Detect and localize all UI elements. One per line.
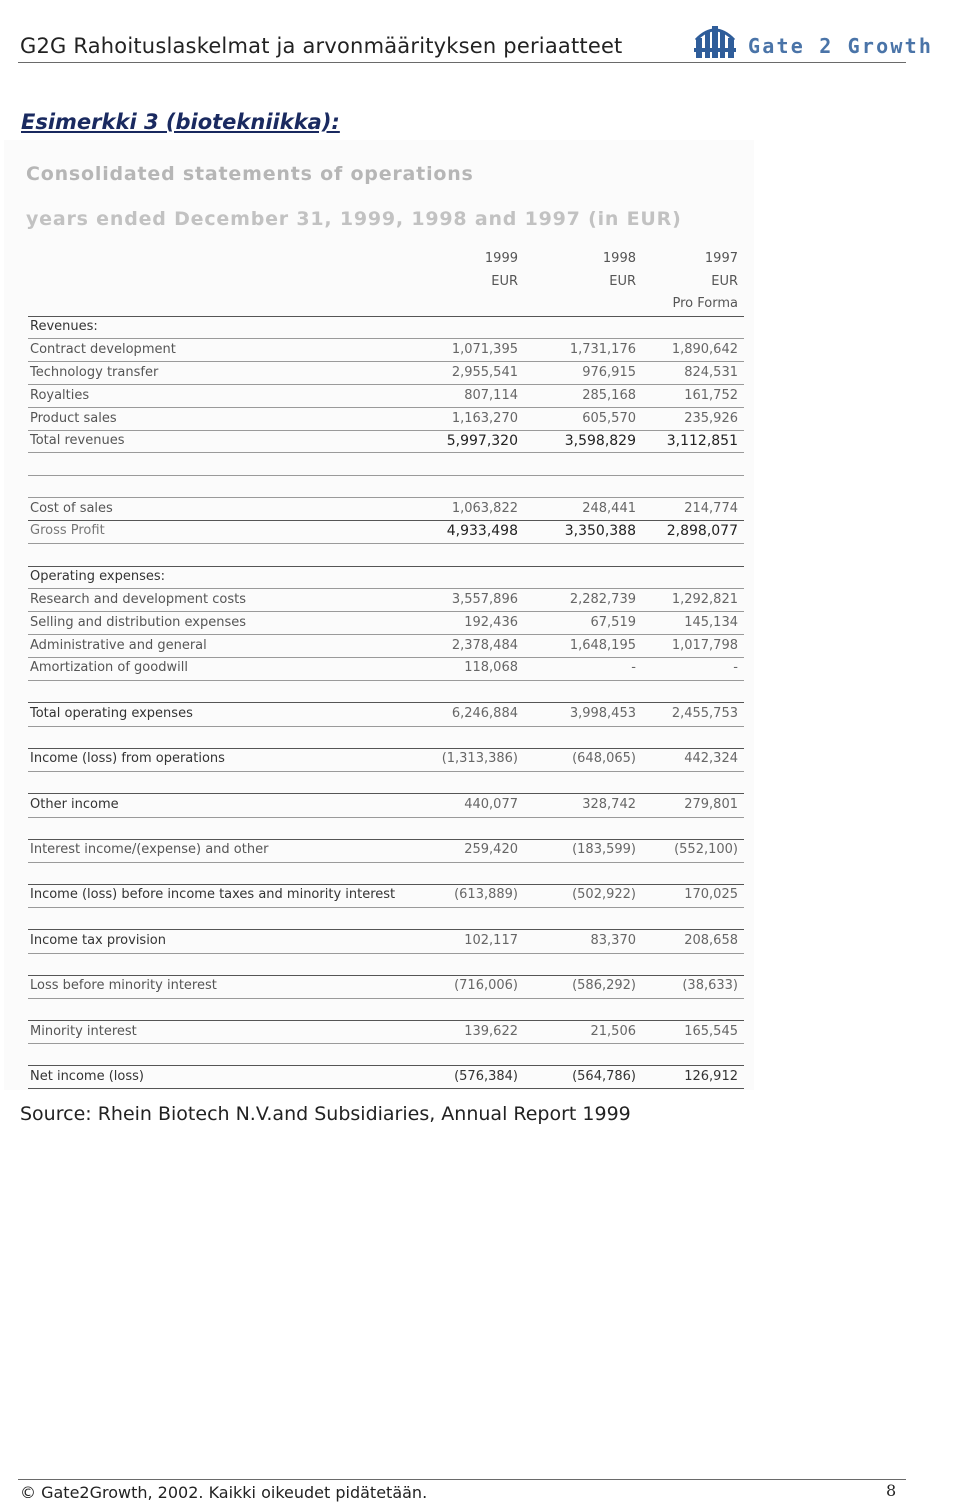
footer-divider — [18, 1479, 906, 1480]
column-unit-1997: EUR — [711, 274, 738, 289]
table-divider — [28, 748, 744, 749]
row-total-revenues — [28, 433, 744, 453]
table-divider — [28, 702, 744, 703]
value-1999: 118,068 — [464, 660, 518, 675]
value-1997: 214,774 — [684, 501, 738, 516]
value-1998: 1,731,176 — [569, 342, 636, 357]
row-income-from-operations — [28, 751, 744, 771]
logo-text: Gate 2 Growth — [748, 34, 934, 58]
value-1999: 102,117 — [464, 933, 518, 948]
row-technology-transfer — [28, 365, 744, 385]
value-1998: 83,370 — [590, 933, 636, 948]
column-year-1998: 1998 — [602, 251, 636, 266]
row-label: Loss before minority interest — [30, 978, 217, 993]
row-label: Contract development — [30, 342, 176, 357]
row-income-tax-provision — [28, 933, 744, 953]
column-year-1997: 1997 — [704, 251, 738, 266]
value-1998: 328,742 — [582, 797, 636, 812]
value-1997: (552,100) — [674, 842, 738, 857]
row-product-sales — [28, 411, 744, 431]
table-divider — [28, 634, 744, 635]
row-label: Revenues: — [30, 319, 98, 334]
table-divider — [28, 384, 744, 385]
row-label: Selling and distribution expenses — [30, 615, 247, 630]
row-interest-income — [28, 842, 744, 862]
row-label: Gross Profit — [30, 523, 105, 538]
row-label: Income (loss) before income taxes and minority interest — [30, 887, 396, 902]
value-1997: 3,112,851 — [666, 433, 738, 449]
value-1997: 824,531 — [684, 365, 738, 380]
value-1997: 145,134 — [684, 615, 738, 630]
value-1999: 259,420 — [464, 842, 518, 857]
value-1999: 807,114 — [464, 388, 518, 403]
row-contract-development — [28, 342, 744, 362]
table-divider — [28, 793, 744, 794]
table-divider — [28, 1020, 744, 1021]
table-divider — [28, 726, 744, 727]
table-divider — [28, 1043, 744, 1044]
row-label: Income (loss) from operations — [30, 751, 225, 766]
value-1997: 1,017,798 — [671, 638, 738, 653]
table-divider — [28, 452, 744, 453]
value-1999: (1,313,386) — [441, 751, 518, 766]
revenues-section-label — [28, 319, 744, 339]
value-1998: (183,599) — [572, 842, 636, 857]
table-divider — [28, 680, 744, 681]
value-1997: 161,752 — [684, 388, 738, 403]
value-1997: 208,658 — [684, 933, 738, 948]
value-1999: 1,071,395 — [451, 342, 518, 357]
value-1999: 1,163,270 — [451, 411, 518, 426]
row-amortization-goodwill — [28, 660, 744, 680]
table-divider — [28, 839, 744, 840]
value-1999: 2,955,541 — [451, 365, 518, 380]
row-label: Minority interest — [30, 1024, 137, 1039]
value-1998: - — [631, 660, 636, 675]
row-label: Income tax provision — [30, 933, 167, 948]
value-1997: 2,455,753 — [671, 706, 738, 721]
value-1999: (576,384) — [454, 1069, 518, 1084]
row-label: Interest income/(expense) and other — [30, 842, 269, 857]
table-divider — [28, 907, 744, 908]
table-divider — [28, 771, 744, 772]
row-royalties — [28, 388, 744, 408]
source-note: Source: Rhein Biotech N.V.and Subsidiaries, Annual Report 1999 — [20, 1103, 631, 1125]
value-1997: 235,926 — [684, 411, 738, 426]
gate2growth-logo-icon — [694, 24, 736, 60]
table-divider — [28, 884, 744, 885]
value-1999: (613,889) — [454, 887, 518, 902]
value-1999: 5,997,320 — [446, 433, 518, 449]
row-gross-profit — [28, 523, 744, 543]
value-1998: 285,168 — [582, 388, 636, 403]
row-label: Administrative and general — [30, 638, 207, 653]
table-divider — [28, 862, 744, 863]
value-1997: 2,898,077 — [666, 523, 738, 539]
value-1998: (586,292) — [572, 978, 636, 993]
row-label: Other income — [30, 797, 119, 812]
value-1999: 3,557,896 — [451, 592, 518, 607]
page-number: 8 — [886, 1481, 897, 1500]
operating-expenses-section-label — [28, 569, 744, 589]
row-cost-of-sales — [28, 501, 744, 521]
row-label: Operating expenses: — [30, 569, 166, 584]
value-1999: 440,077 — [464, 797, 518, 812]
table-divider — [28, 338, 744, 339]
table-divider — [28, 929, 744, 930]
example-subtitle: Esimerkki 3 (biotekniikka): — [21, 110, 340, 134]
row-label: Total revenues — [30, 433, 125, 448]
value-1997: (38,633) — [682, 978, 738, 993]
column-unit-1998: EUR — [609, 274, 636, 289]
row-other-income — [28, 797, 744, 817]
value-1998: (564,786) — [572, 1069, 636, 1084]
column-note-1997: Pro Forma — [672, 296, 738, 311]
value-1999: 139,622 — [464, 1024, 518, 1039]
table-divider — [28, 497, 744, 498]
table-divider — [28, 361, 744, 362]
value-1998: 3,598,829 — [564, 433, 636, 449]
document-title: G2G Rahoituslaskelmat ja arvonmäärityksen periaatteet — [20, 34, 623, 58]
value-1998: 67,519 — [590, 615, 636, 630]
value-1998: 976,915 — [582, 365, 636, 380]
column-year-1999: 1999 — [484, 251, 518, 266]
row-label: Royalties — [30, 388, 90, 403]
row-minority-interest — [28, 1024, 744, 1044]
row-label: Amortization of goodwill — [30, 660, 188, 675]
value-1999: (716,006) — [454, 978, 518, 993]
table-divider — [28, 817, 744, 818]
value-1999: 2,378,484 — [451, 638, 518, 653]
table-divider — [28, 588, 744, 589]
row-label: Total operating expenses — [30, 706, 193, 721]
row-label: Product sales — [30, 411, 117, 426]
table-divider — [28, 1088, 744, 1089]
table-divider — [28, 953, 744, 954]
statement-subheading: years ended December 31, 1999, 1998 and 1997 (in EUR) — [26, 208, 682, 230]
value-1998: 1,648,195 — [569, 638, 636, 653]
value-1999: 1,063,822 — [451, 501, 518, 516]
row-administrative-general — [28, 638, 744, 658]
table-divider — [28, 1065, 744, 1066]
value-1999: 192,436 — [464, 615, 518, 630]
gate2growth-logo — [694, 24, 934, 60]
table-divider — [28, 407, 744, 408]
value-1999: 6,246,884 — [451, 706, 518, 721]
row-label: Technology transfer — [30, 365, 159, 380]
header-divider — [18, 62, 906, 63]
row-label: Cost of sales — [30, 501, 113, 516]
value-1997: 170,025 — [684, 887, 738, 902]
statement-heading: Consolidated statements of operations — [26, 163, 474, 185]
value-1999: 4,933,498 — [446, 523, 518, 539]
copyright-text: © Gate2Growth, 2002. Kaikki oikeudet pidätetään. — [20, 1483, 428, 1502]
column-unit-1999: EUR — [491, 274, 518, 289]
row-income-before-taxes — [28, 887, 744, 907]
value-1997: 442,324 — [684, 751, 738, 766]
value-1997: 165,545 — [684, 1024, 738, 1039]
table-divider — [28, 316, 744, 317]
table-divider — [28, 566, 744, 567]
row-net-income — [28, 1069, 744, 1089]
value-1998: (648,065) — [572, 751, 636, 766]
value-1998: 248,441 — [582, 501, 636, 516]
value-1998: 605,570 — [582, 411, 636, 426]
table-divider — [28, 657, 744, 658]
table-divider — [28, 611, 744, 612]
value-1997: 126,912 — [684, 1069, 738, 1084]
row-loss-before-minority — [28, 978, 744, 998]
row-total-operating-expenses — [28, 706, 744, 726]
value-1998: 3,350,388 — [564, 523, 636, 539]
row-selling-distribution — [28, 615, 744, 635]
table-divider — [28, 998, 744, 999]
table-divider — [28, 975, 744, 976]
value-1997: 1,292,821 — [671, 592, 738, 607]
value-1998: 2,282,739 — [569, 592, 636, 607]
row-label: Net income (loss) — [30, 1069, 144, 1084]
value-1998: 3,998,453 — [569, 706, 636, 721]
table-divider — [28, 430, 744, 431]
row-research-development — [28, 592, 744, 612]
value-1997: 279,801 — [684, 797, 738, 812]
value-1997: 1,890,642 — [671, 342, 738, 357]
value-1998: 21,506 — [590, 1024, 636, 1039]
value-1997: - — [733, 660, 738, 675]
table-divider — [28, 520, 744, 521]
table-divider — [28, 543, 744, 544]
value-1998: (502,922) — [572, 887, 636, 902]
table-divider — [28, 475, 744, 476]
row-label: Research and development costs — [30, 592, 246, 607]
